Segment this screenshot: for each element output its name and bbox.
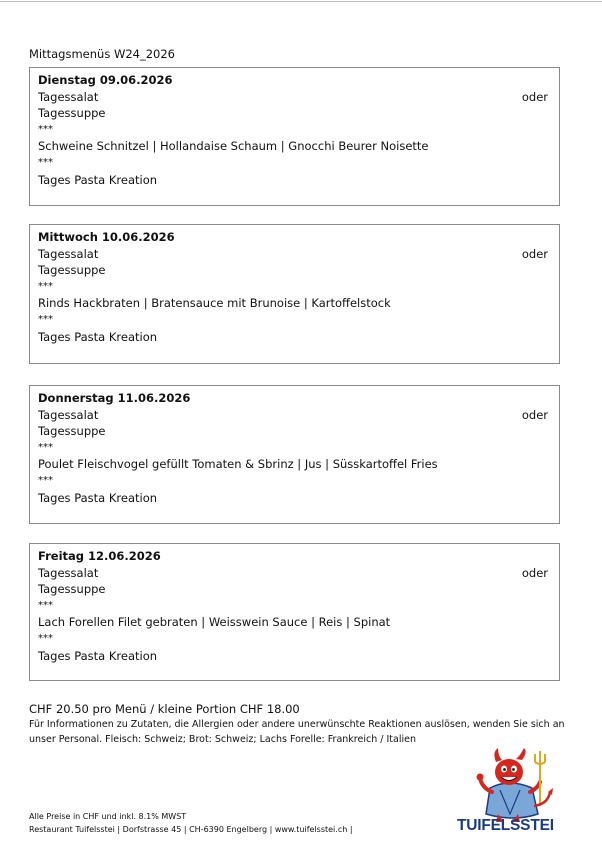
main-dish: Poulet Fleischvogel gefüllt Tomaten & Sbrinz | Jus | Süsskartoffel Fries [38, 457, 438, 472]
separator: *** [38, 441, 53, 453]
pasta-item: Tages Pasta Kreation [38, 329, 158, 344]
soup-item: Tagessuppe [38, 106, 106, 121]
separator: *** [38, 632, 53, 644]
soup-item: Tagessuppe [38, 582, 106, 597]
day-card-friday [29, 543, 560, 681]
separator: *** [38, 156, 53, 168]
separator: *** [38, 123, 53, 135]
logo-text: TUIFELSSTEI [457, 817, 554, 834]
or-label: oder [521, 247, 548, 261]
day-title: Freitag 12.06.2026 [38, 549, 161, 563]
day-title: Mittwoch 10.06.2026 [38, 230, 175, 244]
pasta-item: Tages Pasta Kreation [38, 172, 158, 187]
footer [29, 810, 353, 836]
day-title: Donnerstag 11.06.2026 [38, 391, 191, 405]
pasta-item: Tages Pasta Kreation [38, 648, 158, 663]
or-label: oder [521, 90, 548, 104]
or-label: oder [521, 566, 548, 580]
soup-item: Tagessuppe [38, 263, 106, 278]
pasta-item: Tages Pasta Kreation [38, 490, 158, 505]
day-card-thursday [29, 385, 560, 524]
price-line: CHF 20.50 pro Menü / kleine Portion CHF 18.00 [29, 702, 300, 716]
salad-item: Tagessalat [38, 89, 99, 104]
soup-item: Tagessuppe [38, 424, 106, 439]
salad-item: Tagessalat [38, 407, 99, 422]
or-label: oder [521, 408, 548, 422]
day-card-tuesday [29, 67, 560, 206]
main-dish: Lach Forellen Filet gebraten | Weisswein Sauce | Reis | Spinat [38, 615, 391, 630]
separator: *** [38, 474, 53, 486]
separator: *** [38, 313, 53, 325]
main-dish: Rinds Hackbraten | Bratensauce mit Brunoise | Kartoffelstock [38, 296, 391, 311]
footer-prices-note: Alle Preise in CHF und inkl. 8.1% MWST [29, 812, 187, 821]
day-title: Dienstag 09.06.2026 [38, 73, 173, 87]
main-dish: Schweine Schnitzel | Hollandaise Schaum | Gnocchi Beurer Noisette [38, 139, 429, 154]
page-top-border [0, 1, 602, 2]
salad-item: Tagessalat [38, 565, 99, 580]
salad-item: Tagessalat [38, 246, 99, 261]
allergen-info: Für Informationen zu Zutaten, die Allergien oder andere unerwünschte Reaktionen auslösen, wenden Sie sich an unser Personal. Fleisch: Schweiz; Brot: Schweiz; Lachs Forelle: Frankreich / Italien [29, 719, 565, 745]
day-card-wednesday [29, 224, 560, 364]
footer-address: Restaurant Tuifelsstei | Dorfstrasse 45 | CH-6390 Engelberg | www.tuifelsstei.ch | [29, 825, 353, 834]
week-title: Mittagsmenüs W24_2026 [29, 47, 175, 61]
separator: *** [38, 280, 53, 292]
separator: *** [38, 599, 53, 611]
